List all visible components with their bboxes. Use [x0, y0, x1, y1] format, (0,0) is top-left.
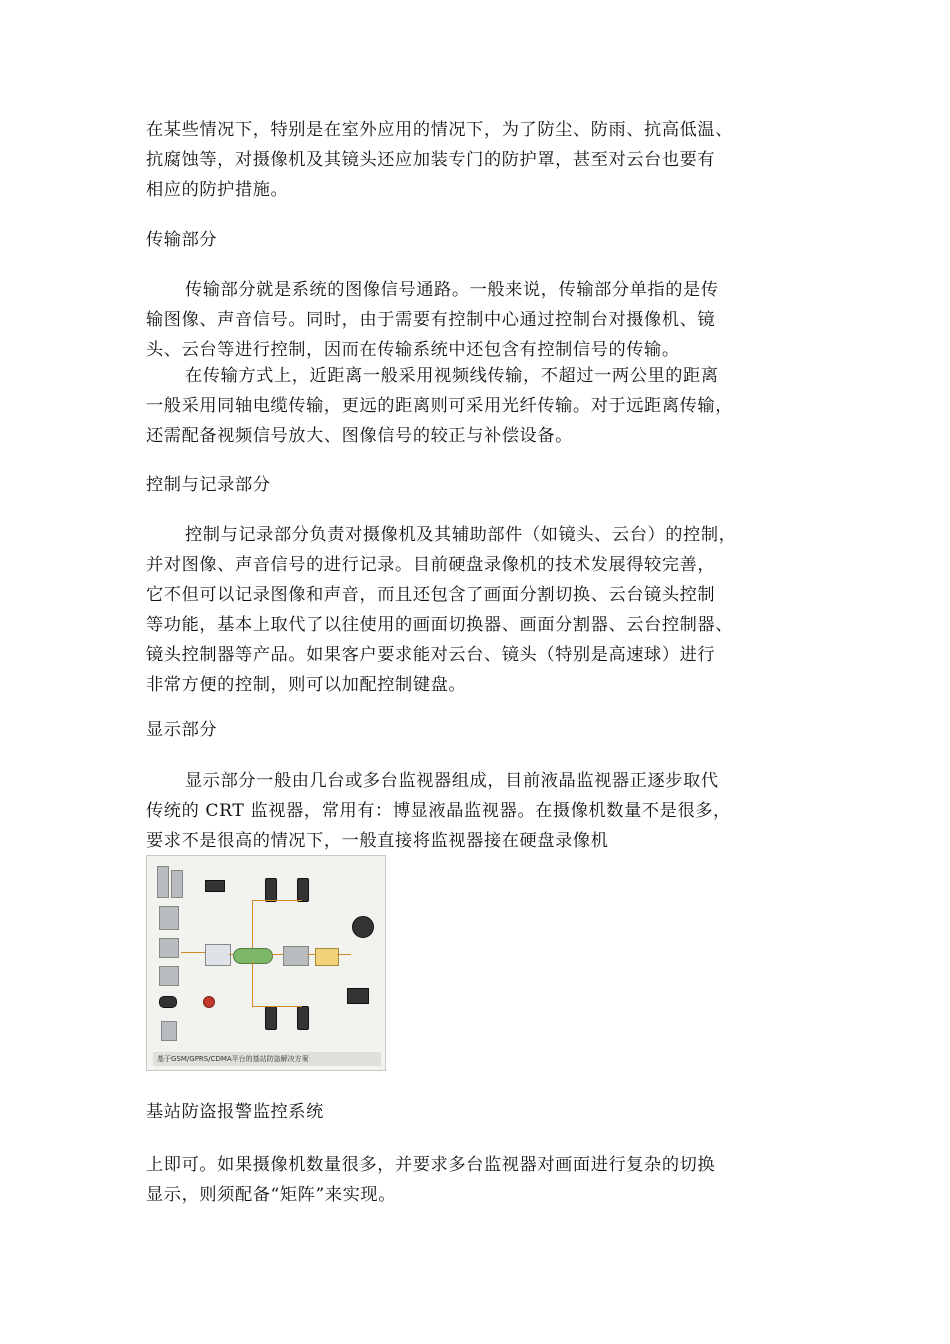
text-line: 上即可。如果摄像机数量很多，并要求多台监视器对画面进行复杂的切换	[146, 1155, 716, 1175]
cable-icon	[159, 996, 177, 1008]
connection-line	[252, 900, 253, 948]
sensor-icon	[159, 938, 179, 958]
text-line: 显示，则须配备“矩阵”来实现。	[146, 1185, 397, 1205]
phone-icon	[297, 878, 309, 902]
network-cloud-icon	[233, 948, 273, 964]
text-line: 显示部分一般由几台或多台监视器组成，目前液晶监视器正逐步取代	[185, 771, 719, 791]
text-line: 一般采用同轴电缆传输，更远的距离则可采用光纤传输。对于远距离传输，	[146, 396, 733, 416]
text-line: 并对图像、声音信号的进行记录。目前硬盘录像机的技术发展得较完善，	[146, 555, 716, 575]
sensor-icon	[159, 906, 179, 930]
text-line: 传输部分就是系统的图像信号通路。一般来说，传输部分单指的是传	[185, 280, 719, 300]
text-line: 要求不是很高的情况下，一般直接将监视器接在硬盘录像机	[146, 831, 609, 851]
camera-icon	[205, 880, 225, 892]
printer-icon	[347, 988, 369, 1004]
text-line: 它不但可以记录图像和声音，而且还包含了画面分割切换、云台镜头控制	[146, 585, 716, 605]
text-line: 头、云台等进行控制，因而在传输系统中还包含有控制信号的传输。	[146, 340, 680, 360]
paragraph-intro	[146, 115, 811, 205]
text-line: 镜头控制器等产品。如果客户要求能对云台、镜头（特别是高速球）进行	[146, 645, 716, 665]
text-line: 传统的 CRT 监视器，常用有：博显液晶监视器。在摄像机数量不是很多，	[146, 801, 731, 821]
speaker-icon	[352, 916, 374, 938]
text-line: 还需配备视频信号放大、图像信号的较正与补偿设备。	[146, 426, 573, 446]
connection-line	[252, 962, 253, 1006]
text-line: 控制与记录部分负责对摄像机及其辅助部件（如镜头、云台）的控制，	[185, 525, 737, 545]
text-line: 抗腐蚀等，对摄像机及其镜头还应加装专门的防护罩，甚至对云台也要有	[146, 150, 716, 170]
text-line: 在某些情况下，特别是在室外应用的情况下，为了防尘、防雨、抗高低温、	[146, 120, 733, 140]
detector-icon	[157, 866, 169, 898]
lock-icon	[161, 1021, 177, 1041]
heading-display: 显示部分	[146, 720, 218, 740]
connection-line	[337, 954, 351, 955]
server-icon	[283, 946, 309, 966]
text-line: 非常方便的控制，则可以加配控制键盘。	[146, 675, 467, 695]
heading-transmission: 传输部分	[146, 230, 218, 250]
figure-caption: 基于GSM/GPRS/CDMA平台的基站防盗解决方案	[153, 1052, 381, 1066]
heading-control: 控制与记录部分	[146, 475, 271, 495]
paragraph-display	[146, 766, 811, 856]
text-line: 在传输方式上，近距离一般采用视频线传输，不超过一两公里的距离	[185, 366, 719, 386]
controller-icon	[205, 944, 231, 966]
phone-icon	[297, 1006, 309, 1030]
system-diagram-image	[146, 855, 386, 1071]
connection-line	[252, 1006, 302, 1007]
monitor-icon	[315, 948, 339, 966]
paragraph-control	[146, 520, 811, 700]
connection-line	[181, 952, 205, 953]
detector-icon	[171, 870, 183, 898]
connection-line	[252, 900, 302, 901]
text-line: 等功能，基本上取代了以往使用的画面切换器、画面分割器、云台控制器、	[146, 615, 733, 635]
paragraph-final	[146, 1150, 811, 1210]
connection-line	[229, 954, 233, 955]
alarm-icon	[203, 996, 215, 1008]
text-line: 相应的防护措施。	[146, 180, 289, 200]
phone-icon	[265, 878, 277, 902]
phone-icon	[265, 1006, 277, 1030]
connection-line	[307, 954, 315, 955]
heading-system: 基站防盗报警监控系统	[146, 1102, 324, 1122]
sensor-icon	[159, 966, 179, 986]
paragraph-transmission-1	[146, 275, 811, 365]
paragraph-transmission-2	[146, 361, 811, 451]
text-line: 输图像、声音信号。同时，由于需要有控制中心通过控制台对摄像机、镜	[146, 310, 716, 330]
connection-line	[271, 954, 283, 955]
